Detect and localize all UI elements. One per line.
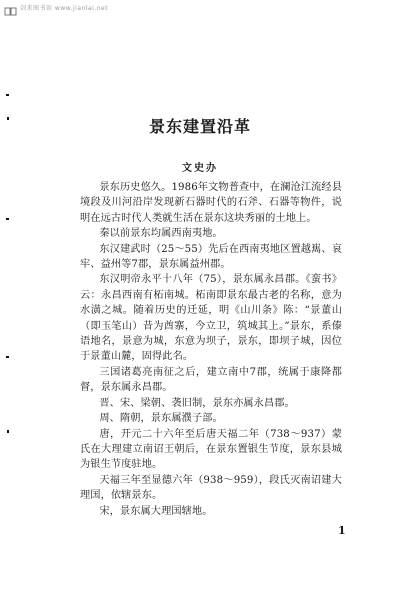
paragraph: 三国诸葛亮南征之后，建立南中7郡，统属于康降都督，景东属永昌郡。	[80, 366, 342, 394]
paragraph: 东汉明帝永平十八年（75），景东属永昌郡。《蛮书》云：永昌西南有柘南城。柘南即景东最古老的名称，意为水潢之城。随着历史的迁延，明《山川条》陈：“景董山（即玉笔山）昔为酋寨，今立卫，筑城其上。”景东，系傣语地名，景意为城，东意为坝子，景东，即坝子城，因位于景董山麓，固得此名。	[80, 274, 342, 363]
margin-mark	[6, 356, 9, 358]
page-number: 1	[338, 524, 346, 537]
paragraph: 秦以前景东均属西南夷地。	[99, 228, 223, 240]
margin-mark	[6, 94, 9, 96]
margin-mark	[7, 430, 9, 433]
paragraph: 天福三年至显德六年（938～959），段氏灭南诏建大理国，依辖景东。	[80, 474, 342, 502]
paragraph: 周、隋朝，景东属濮子部。	[99, 413, 223, 425]
library-logo-icon	[4, 2, 18, 13]
paragraph: 东汉建武时（25～55）先后在西南夷地区置越嶲、哀牢、益州等7郡，景东属益州郡。	[80, 243, 342, 271]
paragraph: 唐，开元二十六年至后唐天福二年（738～937）蒙氏在大理建立南诏王朝后，在景东置银生节度，景东县城为银生节度驻地。	[80, 428, 342, 471]
paragraph: 晋、宋、梁朝、袭旧制，景东亦属永昌郡。	[99, 397, 295, 409]
author-byline: 文史办	[182, 163, 218, 174]
margin-mark	[6, 218, 9, 220]
paragraph: 景东历史悠久。1986年文物普查中，在澜沧江流经县境段及川河沿岸发现新石器时代的石斧、石器等物件，说明在远古时代人类就生活在景东这块秀丽的土地上。	[80, 182, 342, 224]
page-title: 景东建置沿革	[148, 117, 251, 136]
watermark-text: 剑来图书馆 www.jianlai.net	[20, 5, 109, 12]
article-body	[80, 180, 342, 519]
paragraph: 宋，景东属大理国辖地。	[99, 505, 213, 517]
